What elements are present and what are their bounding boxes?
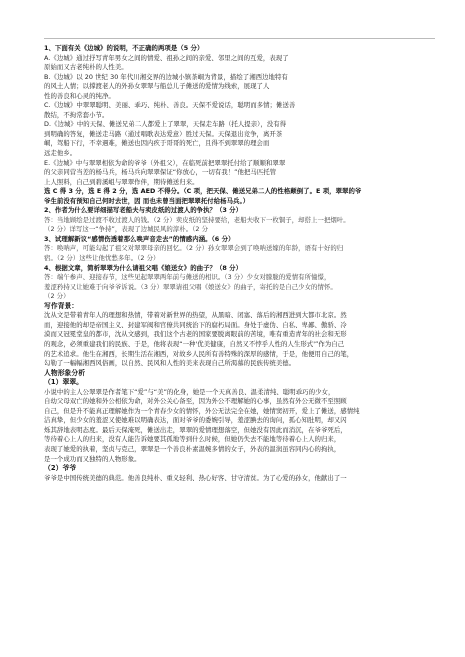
q1-option-line: D.《边城》中的天保、傩送兄弟二人都爱上了翠翠，天保走车路（托人提亲），没有得 (44, 120, 287, 129)
cuicui-line: 自幼父母双亡的她和外公相依为命，对外公关心备至，因为外公不理解她的心事，虽然有外公无微不至照顾 (44, 397, 347, 406)
cuicui-line: 洁真挚，但少女的羞涩又使她难以明确表达，面对爷爷的委婉引导，羞涩腆去的询问，孤心知肚明，却又闪 (44, 416, 347, 425)
q3-answer-line: 答：唤呐声，可能勾起了祖父对翠翠母亲的回忆。（2 分）孙女翠翠会到了唤呐送嫁的年龄，语有十好的归 (44, 244, 344, 253)
q2-answer-line: （2 分）详写这一“争持”，表现了边城民风的淳朴。（2 分 (44, 225, 209, 234)
q1-option-line: A.《边城》通过抒写青年男女之间的情爱、祖孙之间的亲爱、邻里之间的互爱，表现了 (44, 53, 289, 62)
q1-option-line: C.《边城》中翠翠聪明、美丽、乖巧、纯朴、善良。天保不爱说话，聪明而多情；傩送善 (44, 101, 296, 110)
q1-answer-line: 爷生前没有预知自己何时去世，因 而也未曾当面把翠翠托付给杨马兵。） (44, 196, 250, 205)
q4-answer-line: 羞涩矜持又让她难于向爷爷诉说。（3 分）翠翠请祖父唱《娘送女》的曲子，寄托的是自己少女的情怀。 (44, 282, 337, 291)
background-line: 漠而又冠冕堂皇的都市，沈从文感到，我们这个古老的国家要脱离眼前的苦境，唯有重造青年的社会和无形 (44, 330, 347, 339)
q2-answer-line: 答：当地顾绘是过渡不收过渡人的钱。（2 分）卖皮纸的坚持要给，老船夫收下一枚铜子，却搭上一把烟叶。 (44, 215, 350, 224)
q4-answer-line: 答：端午参声、迎接春节，这些见起翠翠两年前与傩送的相识。（3 分）少女对朦胧的爱情有所憧憬， (44, 273, 331, 282)
q1-option-line: 性的善良和心灵的纯净。 (44, 91, 115, 100)
q1-answer-line: 选 C 得 3 分，选 E 得 2 分，选 AED 不得分。（C 项，把天保、傩送兄弟二人的性格颠倒了。E 项，翠翠的爷 (44, 187, 362, 196)
cuicui-heading: （1）翠翠。 (44, 378, 84, 387)
background-line: 沈从文是带着青年人的理想和热情，带着对新世界的热望，从黑暗、闭塞、落后的湘西进到大都市北京。然 (44, 311, 347, 320)
cuicui-line: 小说中的主人公翠翠是作者笔下“爱”与“美”的化身，她是一个天真善良、温柔清纯、聪明乖巧的少女， (44, 387, 335, 396)
cuicui-line: 表现了她爱的执着，坚贞与克己，翠翠是一个善良朴素温婉多情的女子，外表的温润虽容同内心的拘执， (44, 444, 341, 453)
background-line: 而，迎接他的却是帝国主义、封建军阀和官僚共同统治下的腐朽局面。身处于虚伪、自私、卑鄙、傲骄、冷 (44, 320, 347, 329)
q1-option-line: B.《边城》以 20 世纪 30 年代川湘交界的边城小镇茶峒为背景，描绘了湘西边地特有 (44, 72, 288, 81)
background-line: 的艺术追求。他生在湘西，长期生活在湘西，对故乡人民所有善特殊的深厚的感情，于是，他便用自己的笔， (44, 349, 354, 358)
q1-option-line: E.《边城》中与翠翠相依为命的爷爷（外祖父），在临死前把翠翠托付给了顺顺和翠翠 (44, 158, 286, 167)
q1-option-line: 散结，不拘常套小节。 (44, 110, 109, 119)
q1-option-line: 原始而又古老纯朴的人性美。 (44, 63, 128, 72)
background-line: 的观念，必须重建我们的民族、于是，他将表现“一种'优美健康，自然又不悖乎人性的人生形式'”作为自己 (44, 339, 345, 348)
analysis-heading: 人物形象分析 (44, 368, 86, 377)
q3-answer-line: 宿。（2 分）这些让他忧愁多年。（2 分） (44, 254, 160, 263)
grandpa-line: 爷爷是中国传统美德的典范。他善良纯朴、重义轻利、热心好客、甘守清贫。为了心爱的孙女，他献出了一 (44, 473, 347, 482)
q2-title: 2、作者为什么要详细描写老船夫与卖皮纸的过渡人的争执？（3 分） (44, 206, 243, 215)
cuicui-line: 等待着心上人的归来，没有人能告诉她要其孤地等到什么时候，但她仍失去不能地等待着心上人的归来， (44, 435, 341, 444)
q3-title: 3、试理解新议“感情伤透着那么唤声音走去”的情感内涵。（6 分） (44, 234, 235, 243)
q4-title: 4、根据文章，简析翠翠为什么请祖父唱《娘送女》的曲子？（8 分） (44, 263, 243, 272)
cuicui-line: 是一个成功而又独特的人物形象。 (44, 454, 141, 463)
q4-answer-line: （2 分） (44, 292, 70, 301)
top-rule (44, 38, 435, 39)
q1-option-line: 到明确的答复，傩送走马路（通过唱歌表达爱意）胜过天保。天保退出竞争，离开茶 (44, 129, 283, 138)
q1-option-line: 远走他乡。 (44, 149, 77, 158)
q1-option-line: 的风土人情；以撑渡老人的外孙女翠翠与船总儿子傩送的爱情为线索，展现了人 (44, 82, 270, 91)
q1-option-line: 峒，驾船下行，不幸遇难，傩送也因内疚于哥哥的死亡，且得不到翠翠的理会而 (44, 139, 270, 148)
cuicui-line: 烁其辞地表明态度。最后天保淹死，傩送出走，翠翠的爱情理想落空，但她没有因此而消沉，在爷爷死后， (44, 425, 347, 434)
background-line: 勾勒了一幅幅湘西风俗画，以自然、民风和人性的美来表现自己所渴慕的民族传统美德。 (44, 359, 296, 368)
q1-title: 1、下面有关《边城》的说明，不正确的两项是（5 分） (44, 44, 204, 52)
q1-option-line: 上人照料，自己到碧溪岨与翠翠作伴，期待傩送归来。 (44, 177, 199, 186)
q1-option-line: 的父亲同营当差的杨马兵，杨马兵向翠翠保证“你放心，一切有我！”他把马匹托管 (44, 168, 277, 177)
cuicui-line: 自己，但是升不能真正理解她作为一个青春少女的情怀，外公无法完全在她，她情窦初开，爱上了傩送，感情纯 (44, 406, 360, 415)
background-heading: 写作背景： (44, 301, 79, 310)
grandpa-heading: （2）爷爷 (44, 464, 77, 473)
